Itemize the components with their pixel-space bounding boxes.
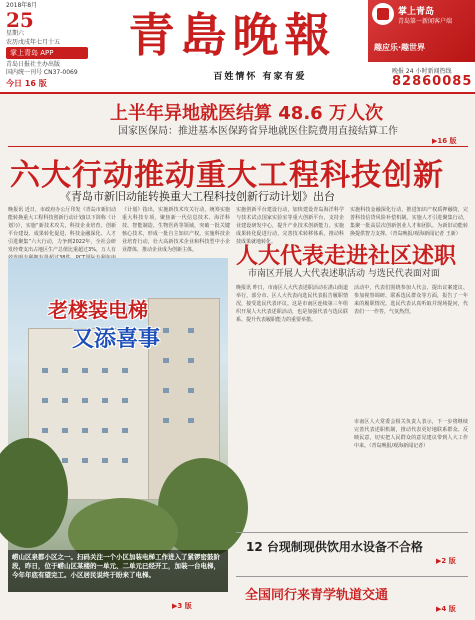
date-day: 25 xyxy=(6,8,34,32)
lunar-line: 农历戊戌年七月十五 xyxy=(6,39,61,46)
main-column: 实施科技金融深化行动，推进知识产权质押融资，完善科技信贷风险补偿机制。实施人才引进聚集行动，集聚一批高层次创新创业人才和团队，为新旧动能转换提供智力支撑。（青岛晚报/观海新闻记者 王新） xyxy=(350,207,468,237)
second-column: 市南区人大常委会相关负责人表示，下一步将继续完善代表述职机制，推动代表更好地联系群众、反映民意，切实把人民群众的意见建议带到人大工作中来。（青岛晚报/观海新闻记者） xyxy=(354,419,468,449)
divider xyxy=(8,146,468,147)
brief-page-ref[interactable]: ▶2 版 xyxy=(436,557,456,565)
photo-title-line2: 又添喜事 xyxy=(72,327,161,352)
issue-pages: 今日 16 版 xyxy=(6,79,47,88)
brief-headline[interactable]: 全国同行来青学轨道交通 xyxy=(245,588,389,603)
brief-page-ref[interactable]: ▶4 版 xyxy=(436,605,456,613)
second-column: 晚报讯 昨日，市南区人大代表述职活动在湛山街道举行，部分市、区人大代表向选民代表报告履职情况，接受选民代表评议。这是市南区连续第三年组织开展人大代表述职活动，也是加强代表与选民联系、提升代表履职能力的重要举措。 xyxy=(236,285,348,323)
date-year-month: 2018年8月 xyxy=(6,2,38,9)
second-column: 活动中，代表们围绕参加人代会、提出议案建议、参加视察调研、联系选民群众等方面，报告了一年来的履职情况。选民代表认真听取并现场提问，代表们一一作答，气氛热烈。 xyxy=(354,285,468,315)
lead-subhead: 国家医保局：推进基本医保跨省异地就医住院费用直接结算工作 xyxy=(118,126,398,137)
main-column: 实施创新平台建设行动，加快建设青岛海洋科学与技术试点国家实验室等重大创新平台，支持企业建设研发中心，提升产业技术创新能力。实施成果转化促进行动，完善技术转移体系，推动科技成果就地转化。 xyxy=(236,207,344,245)
app-promo[interactable] xyxy=(368,0,475,62)
hotline-number: 82860085 xyxy=(392,74,473,89)
photo-page-ref[interactable]: ▶3 版 xyxy=(172,602,192,610)
lead-headline[interactable]: 上半年异地就医结算 48.6 万人次 xyxy=(110,103,383,124)
photo-caption: 崂山区泉都小区之一。扫码关注一个小区加装电梯工作进入了紧锣密鼓阶段，昨日，位于崂山区某楼的一单元、二单元已经开工，加装一台电梯，今年年底有望完工。小区居民说终于盼来了电梯。 xyxy=(8,550,228,592)
app-promo-subtitle: 青岛第一新闻客户端 xyxy=(398,18,453,25)
divider xyxy=(236,532,468,533)
brief-headline[interactable]: 12 台现制现供饮用水设备不合格 xyxy=(246,540,423,554)
second-subhead: 市南区开展人大代表述职活动 与选民代表面对面 xyxy=(248,269,440,279)
app-logo-icon xyxy=(372,3,394,25)
photo-title-line1: 老楼装电梯 xyxy=(48,298,148,322)
news-photo[interactable] xyxy=(8,258,228,592)
second-headline[interactable]: 人大代表走进社区述职 xyxy=(236,244,457,269)
app-promo-title: 掌上青岛 xyxy=(398,7,435,17)
main-column: 晚报讯 近日，市政府办公厅印发《青岛市新旧动能转换重大工程科技创新行动计划(以下简称《计划》)》，实施“新技术攻关、科技企业培育、创新平台建设、成果转化促进、科技金融深化、人才引进聚集”六大行动，力争到2022年，全社会研发经费支出占地区生产总值比重超过3%，万人有 xyxy=(8,207,116,253)
slogan: 百姓情怀 有家有爱 xyxy=(213,72,307,82)
hotline-label: 晚报 24 小时新闻热线 xyxy=(392,68,452,75)
lunar-line: 国内统一刊号 CN37-0069 xyxy=(6,69,78,76)
app-badge[interactable]: 掌上青岛 APP xyxy=(6,47,88,59)
main-headline[interactable]: 六大行动推动重大工程科技创新 xyxy=(10,158,444,193)
date-box xyxy=(6,2,94,88)
newspaper-logo: 青島晚報 xyxy=(128,8,337,62)
divider xyxy=(236,576,468,577)
lead-page-ref[interactable]: ▶16 版 xyxy=(432,137,457,145)
main-column: 《计划》指出，实施新技术攻关行动，统筹实施重大科技专项，聚焦新一代信息技术、海洋科技、智能制造、生物医药等领域，突破一批关键核心技术，形成一批自主知识产权。实施科技企业培育行动，壮大高新技术企业和科技型中小企业群体，推动企业成为创新主体。 xyxy=(122,207,230,253)
lunar-line: 青岛日报社主办出版 xyxy=(6,61,61,68)
app-promo-tag: 趣应乐·趣世界 xyxy=(374,43,426,52)
weekday: 星期六 xyxy=(6,30,25,37)
main-subhead: 《青岛市新旧动能转换重大工程科技创新行动计划》出台 xyxy=(60,190,335,203)
